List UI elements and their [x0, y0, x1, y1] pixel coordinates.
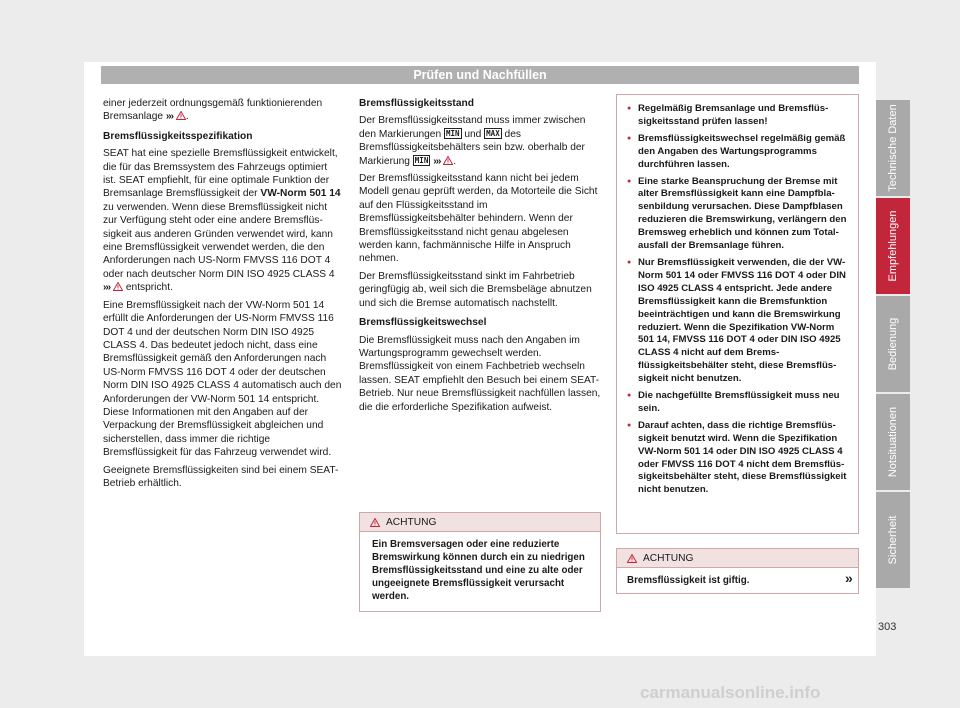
warning-icon — [176, 111, 186, 120]
warning-title: ACHTUNG — [643, 553, 694, 564]
check-paragraph: Der Bremsflüssigkeitsstand kann nicht bei jedem Modell genau geprüft werden, da Motorteile die Sicht auf den Flüssigkeitsstand im Bremsflüssigkeitsbehälter behindern. Wenn der Bremsflüssigkeitsstand nicht genau abgelesen werden kann, fachmännische Hilfe in Anspruch nehmen. — [359, 173, 598, 265]
warning-icon — [370, 518, 380, 527]
max-mark-icon: MAX — [486, 128, 500, 138]
warning-box-toxic — [616, 548, 859, 594]
min-mark-icon: MIN — [445, 128, 460, 138]
warning-box-brake-failure — [359, 512, 601, 612]
warning-text: Bremsflüssigkeit ist giftig. — [627, 575, 750, 586]
warning-list-item: ● Darauf achten, dass die richtige Bremsflüssigkeit benutzt wird. Wenn die Spezifikation VW-Norm 501 14 oder DIN ISO 4925 CLASS 4 oder FMVSS 116 DOT 4 nicht dem Bremsflüssigkeitsbehälter steht, diese Bremsflüssigkeit nicht benutzen. — [628, 420, 850, 497]
heading-change: Bremsflüssigkeitswechsel — [359, 317, 487, 329]
warning-box-list — [616, 94, 859, 534]
tab-notsituationen[interactable] — [876, 394, 910, 490]
level-text-b: und — [461, 128, 485, 140]
warning-icon — [443, 156, 453, 165]
heading-specification: Bremsflüssigkeitsspezifikation — [103, 130, 253, 142]
norm-paragraph: Eine Bremsflüssigkeit nach der VW-Norm 501 14 erfüllt die Anforderungen der US-Norm FMVSS 116 DOT 4 und der deutschen Norm DIN ISO 4925 CLASS 4. Das bedeutet jedoch nicht, dass eine Bremsflüssigkeit gemäß den Anforderungen nach US-Norm FMVSS 116 DOT 4 oder der deutschen Norm DIN ISO 4925 CLASS 4 automatisch auch den Anforderungen der VW-Norm 501 14 entspricht. Diese Informationen mit den Angaben auf der Verpackung der Bremsflüssigkeit abgleichen und sicherstellen, dass immer die richtige Bremsflüssigkeit für das Fahrzeug verwendet wird. — [103, 299, 342, 459]
page-header: Prüfen und Nachfüllen — [101, 66, 859, 84]
reference-arrow[interactable]: ››› — [103, 282, 111, 294]
warning-box-header — [617, 549, 858, 568]
tab-label: Empfehlungen — [887, 210, 899, 282]
warning-list-item: ● Eine starke Beanspruchung der Bremse mit alter Bremsflüssigkeit kann eine Dampfblasenbildung verursachen. Diese Dampfblasen reduzieren die Bremswirkung, verlängern den Bremsweg erheblich und können zum Totalausfall der Bremsanlage führen. — [628, 176, 850, 253]
column-left — [103, 97, 343, 494]
spec-text-c: zu verwenden. Wenn diese Bremsflüssigkeit nicht zur Verfügung steht oder eine andere Bremsflüssigkeit aus anderen Gründen verwendet wird, kann eine Bremsflüssigkeit verwendet werden, die den Anforderungen nach US-Norm FMVSS 116 DOT 4 oder nach deutscher Norm DIN ISO 4925 CLASS 4 — [103, 201, 335, 280]
column-middle — [359, 97, 601, 418]
heading-level: Bremsflüssigkeitsstand — [359, 98, 474, 109]
tab-technische-daten[interactable] — [876, 100, 910, 196]
warning-box-header — [360, 513, 600, 532]
wear-paragraph: Der Bremsflüssigkeitsstand sinkt im Fahrbetrieb geringfügig ab, weil sich die Bremsbeläge abnutzen und sich die Bremse automatisch nachstellt. — [359, 270, 592, 309]
tab-sicherheit[interactable] — [876, 492, 910, 588]
warning-list-item: ● Regelmäßig Bremsanlage und Bremsflüssigkeitsstand prüfen lassen! — [628, 103, 850, 129]
warning-text: Ein Bremsversagen oder eine reduzierte Bremswirkung können durch ein zu niedrigen Bremsflüssigkeitsstand und eine zu alte oder ungeeignete Bremsflüssigkeit verursacht werden. — [372, 539, 585, 602]
tab-label: Sicherheit — [887, 515, 899, 565]
warning-list-content — [617, 95, 858, 507]
reference-arrow[interactable]: ››› — [433, 155, 441, 167]
change-paragraph: Die Bremsflüssigkeit muss nach den Angaben im Wartungsprogramm gewechselt werden. Bremsflüssigkeit von einem Fachbetrieb wechseln lassen. SEAT empfiehlt den Besuch bei einem SEAT-Betrieb. Nur neue Bremsflüssigkeit nachfüllen lassen, die die erforderliche Spezifikation aufweist. — [359, 334, 601, 413]
warning-title: ACHTUNG — [386, 517, 437, 528]
warning-list-item: ● Bremsflüssigkeitswechsel regelmäßig gemäß den Angaben des Wartungsprogramms durchführen lassen. — [628, 133, 850, 172]
warning-list — [628, 103, 850, 497]
tab-label: Bedienung — [887, 317, 899, 371]
spec-paragraph — [103, 147, 343, 294]
warning-list-item: ● Die nachgefüllte Bremsflüssigkeit muss neu sein. — [628, 390, 850, 416]
level-paragraph: Der Bremsflüssigkeitsstand muss immer zwischen den Markierungen MIN und MAX des Bremsflüssigkeitsbehälters sein bzw. oberhalb der Markierung MIN ››› . — [359, 115, 586, 167]
reference-arrow[interactable]: ››› — [165, 111, 174, 123]
intro-paragraph: einer jederzeit ordnungsgemäß funktionierenden Bremsanlage ››› . — [103, 98, 323, 123]
watermark: carmanualsonline.info — [640, 683, 821, 702]
tab-label: Technische Daten — [887, 104, 899, 192]
spec-text-d: entspricht. — [123, 282, 173, 294]
availability-paragraph: Geeignete Bremsflüssigkeiten sind bei einem SEAT-Betrieb erhältlich. — [103, 464, 339, 489]
spec-norm: VW-Norm 501 14 — [260, 188, 341, 200]
intro-text: einer jederzeit ordnungsgemäß funktionierenden Bremsanlage — [103, 98, 323, 123]
level-text-a: Der Bremsflüssigkeitsstand muss immer zwischen den Markierungen — [359, 115, 586, 140]
warning-icon — [113, 282, 123, 291]
warning-list-item: ● Nur Bremsflüssigkeit verwenden, die der VW-Norm 501 14 oder FMVSS 116 DOT 4 oder DIN ISO 4925 CLASS 4 entspricht. Jede andere Bremsflüssigkeit kann die Bremsfunktion beeinträchtigen und kann die Bremswirkung reduziert. Wenn die Spezifikation VW-Norm 501 14, FMVSS 116 DOT 4 oder DIN ISO 4925 CLASS 4 nicht auf dem Bremsflüssigkeitsbehälter steht, diese Bremsflüssigkeit nicht benutzen. — [628, 257, 850, 386]
tab-empfehlungen[interactable] — [876, 198, 910, 294]
page-number: 303 — [878, 621, 897, 633]
level-text-c: des Bremsflüssigkeitsbehälters sein bzw. oberhalb der Markierung — [359, 128, 585, 167]
continue-arrow-icon[interactable]: » — [845, 570, 853, 586]
min-mark-icon: MIN — [414, 155, 429, 165]
tab-bedienung[interactable] — [876, 296, 910, 392]
warning-icon — [627, 554, 637, 563]
spec-text-a: SEAT hat eine spezielle Bremsflüssigkeit entwickelt, die für das Bremssystem des Fahrzeugs optimiert ist. SEAT empfiehlt, für eine optimale Funktion der Bremsanlage Bremsflüssigkeit der — [103, 148, 338, 200]
tab-label: Notsituationen — [887, 406, 899, 478]
